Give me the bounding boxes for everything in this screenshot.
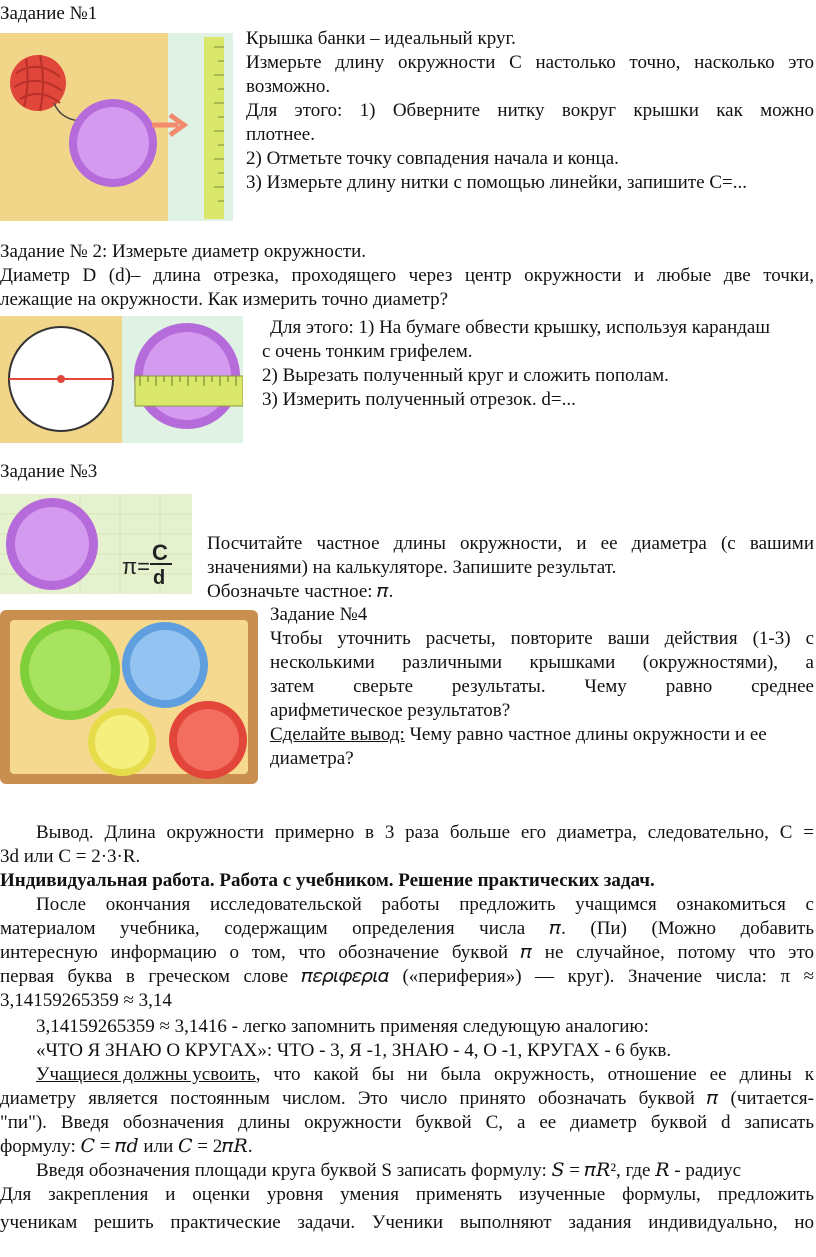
task2-definition-1: Диаметр D (d)– длина отрезка, проходящего через центр окружности и любые две точки, [0,265,814,286]
section-p1-line-5: 3,14159265359 ≈ 3,14 [0,990,172,1011]
task3-line-2: значениями) на калькуляторе. Запишите результат. [207,557,617,578]
section-p2: 3,14159265359 ≈ 3,1416 - легко запомнить применяя следующую аналогию: [36,1016,649,1037]
task1-line-1: Крышка банки – идеальный круг. [246,28,516,49]
task4-line-1: Чтобы уточнить расчеты, повторите ваши действия (1-3) с [270,628,814,649]
task1-line-5: плотнее. [246,124,315,145]
task4-conclusion-label: Сделайте вывод: [270,724,405,745]
task1-line-3: возможно. [246,76,331,97]
section-p5: Введя обозначения площади круга буквой S записать формулу: 𝑆 = 𝜋𝑅², где 𝑅 - радиус [36,1160,742,1181]
task2-definition-2: лежащие на окружности. Как измерить точно диаметр? [0,289,449,310]
task1-line-7: 3) Измерьте длину нитки с помощью линейки, запишите С=... [246,172,747,193]
pi-formula-illustration [0,494,192,594]
summary-line-2: 3d или С = 2·3·R. [0,846,141,867]
section-p3: «ЧТО Я ЗНАЮ О КРУГАХ»: ЧТО - 3, Я -1, ЗНАЮ - 4, О -1, КРУГАХ - 6 букв. [36,1040,672,1061]
task4-title: Задание №4 [270,604,368,625]
pi-symbol: π= [122,554,151,579]
section-p4-line-2: диаметру является постоянным числом. Это число принято обозначать буквой 𝜋 (читается- [0,1088,814,1109]
task1-line-6: 2) Отметьте точку совпадения начала и конца. [246,148,619,169]
task2-step-4: 3) Измерить полученный отрезок. d=... [262,389,576,410]
task1-line-2: Измерьте длину окружности C настолько точно, насколько это [246,52,814,73]
task4-conclusion-text: Чему равно частное длины окружности и ее [404,724,767,745]
task1-title: Задание №1 [0,3,98,24]
section-p1-line-3: интересную информацию о том, что обозначение буквой 𝜋 не случайное, потому что это [0,942,814,963]
task3-line-1: Посчитайте частное длины окружности, и ее диаметра (с вашими [207,533,814,554]
formula-d: d [153,567,166,589]
section-p1-line-2: материалом учебника, содержащим определения числа 𝜋. (Пи) (Можно добавить [0,918,814,939]
section-p6-line-2: ученикам решить практические задачи. Ученики выполняют задания индивидуально, но [0,1212,814,1233]
section-p1-line-4: первая буква в греческом слове 𝜋𝜀𝜌𝜄𝜑𝜀𝜌𝜄𝛼 («периферия») — круг). Значение числа: π ≈ [0,966,814,987]
task2-step-3: 2) Вырезать полученный круг и сложить пополам. [262,365,669,386]
task4-line-3: затем сверьте результаты. Чему равно среднее [270,676,814,697]
lids-illustration [0,610,258,784]
formula-c: C [152,540,168,565]
section-p4-line-1 [36,1063,814,1087]
task4-line-2: несколькими различными крышками (окружностями), а [270,652,814,673]
diameter-illustration [0,316,243,443]
task2-step-2: с очень тонким грифелем. [262,341,473,362]
task4-conclusion [270,723,767,747]
task4-conclusion-end: диаметра? [270,748,354,769]
section-p4-label: Учащиеся должны усвоить [36,1064,256,1085]
section-p4-line-4: формулу: 𝐶 = 𝜋𝑑 или 𝐶 = 2𝜋𝑅. [0,1136,253,1157]
task2-step-1: Для этого: 1) На бумаге обвести крышку, используя карандаш [270,317,770,338]
task2-title: Задание № 2: Измерьте диаметр окружности. [0,241,366,262]
section-p4-line-1-text: , что какой бы ни была окружность, отношение ее длины к [255,1064,814,1085]
task1-line-4: Для этого: 1) Обверните нитку вокруг крышки как можно [246,100,814,121]
task3-line-3: Обозначьте частное: 𝜋. [207,581,394,602]
task3-title: Задание №3 [0,461,98,482]
section-p6-line-1: Для закрепления и оценки уровня умения применять изученные формулы, предложить [0,1184,814,1205]
summary-line-1: Вывод. Длина окружности примерно в 3 раза больше его диаметра, следовательно, С = [36,822,814,843]
yarn-lid-illustration [0,33,233,221]
section-heading: Индивидуальная работа. Работа с учебником. Решение практических задач. [0,870,655,891]
task4-line-4: арифметическое результатов? [270,700,511,721]
section-p1-line-1: После окончания исследовательской работы предложить учащимся ознакомиться с [36,894,814,915]
section-p4-line-3: "пи"). Введя обозначения длины окружности буквой С, а ее диаметр буквой d записать [0,1112,814,1133]
